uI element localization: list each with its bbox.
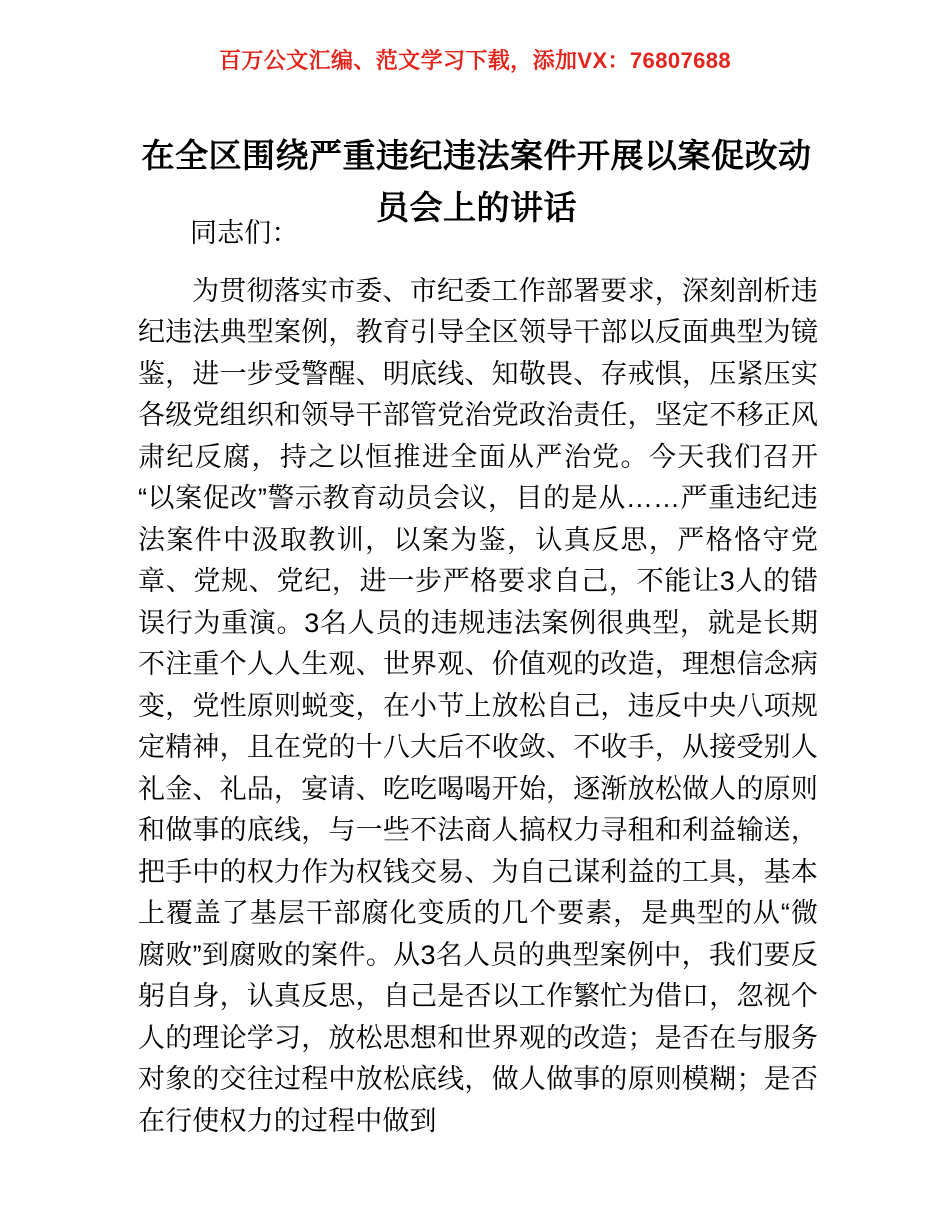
salutation: 同志们： [190, 218, 299, 248]
promo-banner [0, 50, 950, 72]
promo-banner-text: 百万公文汇编、范文学习下载，添加VX：76807688 [218, 48, 732, 73]
document-title: 在全区围绕严重违纪违法案件开展以案促改动员会上的讲话 [141, 137, 812, 227]
body-paragraph-1: 为贯彻落实市委、市纪委工作部署要求，深刻剖析违纪违法典型案例，教育引导全区领导干部以反面典型为镜鉴，进一步受警醒、明底线、知敬畏、存戒惧，压紧压实各级党组织和领导干部管党治党政治责任，坚定不移正风肃纪反腐，持之以恒推进全面从严治党。今天我们召开“以案促改”警示教育动员会议，目的是从……严重违纪违法案件中汲取教训，以案为鉴，认真反思，严格恪守党章、党规、党纪，进一步严格要求自己，不能让3人的错误行为重演。3名人员的违规违法案例很典型，就是长期不注重个人人生观、世界观、价值观的改造，理想信念病变，党性原则蜕变，在小节上放松自己，违反中央八项规定精神，且在党的十八大后不收敛、不收手，从接受别人礼金、礼品，宴请、吃吃喝喝开始，逐渐放松做人的原则和做事的底线，与一些不法商人搞权力寻租和利益输送，把手中的权力作为权钱交易、为自己谋利益的工具，基本上覆盖了基层干部腐化变质的几个要素，是典型的从“微腐败”到腐败的案件。从3名人员的典型案例中，我们要反躬自身，认真反思，自己是否以工作繁忙为借口，忽视个人的理论学习，放松思想和世界观的改造；是否在与服务对象的交往过程中放松底线，做人做事的原则模糊；是否在行使权力的过程中做到 [138, 275, 818, 1136]
document-body [138, 213, 818, 1142]
